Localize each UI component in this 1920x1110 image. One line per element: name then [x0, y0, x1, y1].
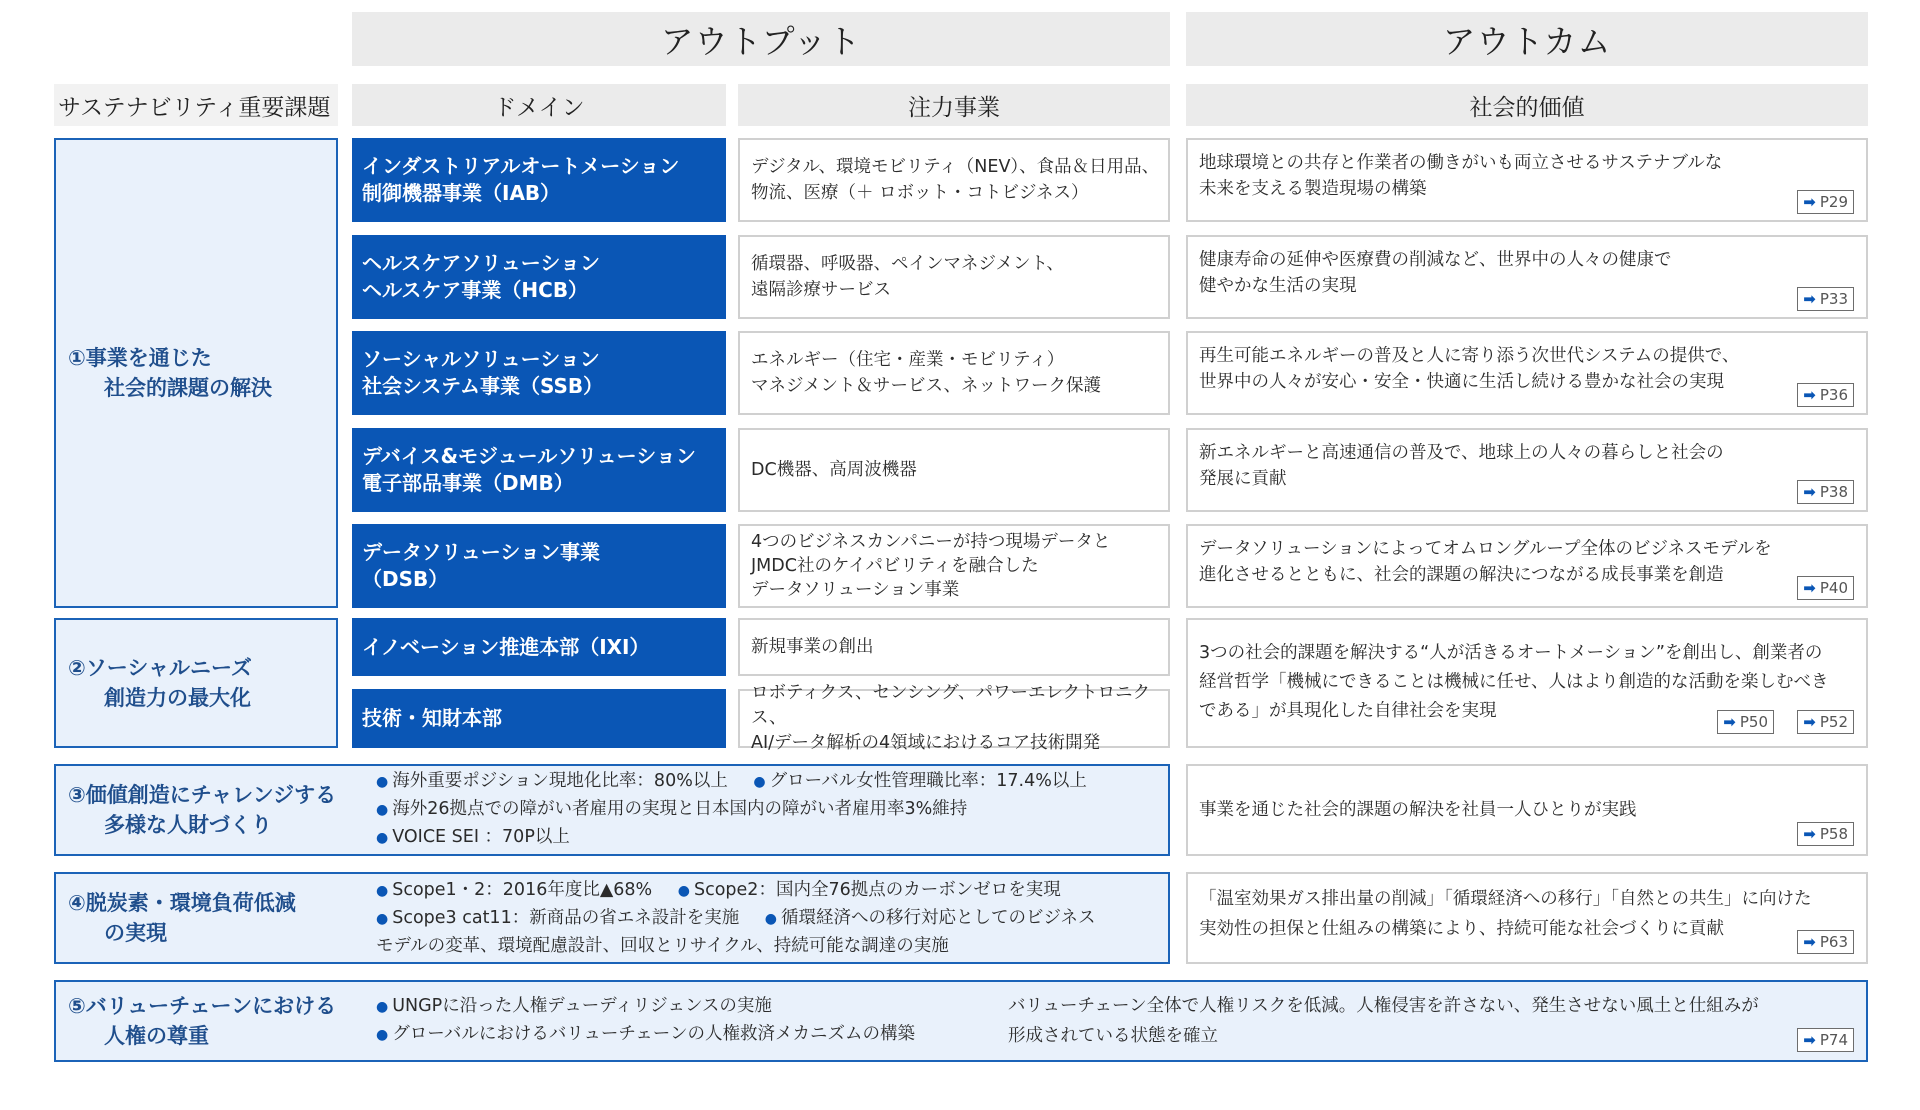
domain-iab-line1: インダストリアルオートメーション [362, 154, 680, 178]
focus-dsb-line2: JMDC社のケイパビリティを融合した [751, 556, 1039, 576]
arrow-right-icon: ➡ [1803, 933, 1816, 951]
issue-4-bullets: ● Scope1・2：2016年度比▲68% ● Scope2：国内全76拠点のカーボンゼロを実現 ● Scope3 cat11：新商品の省エネ設計を実施 ● 循環経済への移行対応としてのビジネス モデルの変革、環境配慮設計、回収とリサイクル、持続可能な調達の実施 [376, 877, 1095, 960]
value-column-header: 社会的価値 [1186, 84, 1868, 126]
bullet-icon: ● [677, 882, 690, 899]
focus-hcb [738, 235, 1170, 319]
issue-4-row [54, 872, 1170, 964]
value-dsb-line1: データソリューションによってオムロングループ全体のビジネスモデルを [1199, 539, 1772, 559]
value-people-text: 事業を通じた社会的課題の解決を社員一人ひとりが実践 [1199, 800, 1637, 820]
focus-iab-line2: 物流、医療（＋ ロボット・コトビジネス） [751, 183, 1089, 203]
page-ref-p33[interactable]: ➡ P33 [1797, 287, 1854, 311]
issues-column-header: サステナビリティ重要課題 [54, 84, 338, 126]
domain-dmb [352, 428, 726, 512]
page-ref-p52[interactable]: ➡ P52 [1797, 710, 1854, 734]
issue-4-line1: ④脱炭素・環境負荷低減 [68, 891, 296, 915]
outcome-header: アウトカム [1186, 12, 1868, 66]
issue-5-line1: ⑤バリューチェーンにおける [68, 994, 337, 1018]
domain-hcb-line1: ヘルスケアソリューション [362, 251, 600, 275]
arrow-right-icon: ➡ [1803, 579, 1816, 597]
value-dmb-line1: 新エネルギーと高速通信の普及で、地球上の人々の暮らしと社会の [1199, 443, 1724, 463]
value-ixi-line1: 3つの社会的課題を解決する“人が活きるオートメーション”を創出し、創業者の [1199, 643, 1823, 663]
bullet-icon: ● [376, 830, 389, 846]
output-header: アウトプット [352, 12, 1170, 66]
bullet-icon: ● [376, 774, 389, 790]
focus-dsb-line1: 4つのビジネスカンパニーが持つ現場データと [751, 532, 1111, 552]
domain-ixi [352, 618, 726, 676]
issue-5-row [54, 980, 1868, 1062]
issue-2-line2: 創造力の最大化 [104, 686, 251, 710]
value-ssb [1186, 331, 1868, 415]
value-hcb [1186, 235, 1868, 319]
issue-5-line2: 人権の尊重 [104, 1024, 209, 1048]
focus-dmb [738, 428, 1170, 512]
focus-dsb-line3: データソリューション事業 [751, 580, 960, 600]
domain-dsb-line1: データソリューション事業 [362, 540, 600, 564]
page-ref-p63[interactable]: ➡ P63 [1797, 930, 1854, 954]
value-environment-line2: 実効性の担保と仕組みの構築により、持続可能な社会づくりに貢献 [1199, 919, 1724, 939]
focus-hcb-line1: 循環器、呼吸器、ペインマネジメント、 [751, 254, 1064, 274]
value-ixi-line2: 経営哲学「機械にできることは機械に任せ、人はより創造的な活動を楽しむべき [1199, 672, 1829, 692]
focus-ssb-line2: マネジメント＆サービス、ネットワーク保護 [751, 376, 1101, 396]
domain-ssb-line2: 社会システム事業（SSB） [362, 374, 604, 398]
value-ssb-line1: 再生可能エネルギーの普及と人に寄り添う次世代システムの提供で、 [1199, 346, 1740, 366]
domain-hcb-line2: ヘルスケア事業（HCB） [362, 278, 589, 302]
issue-1-line2: 社会的課題の解決 [104, 376, 272, 400]
value-ixi-line3: である」が具現化した自律社会を実現 [1199, 701, 1497, 721]
arrow-right-icon: ➡ [1803, 712, 1816, 731]
domain-ssb [352, 331, 726, 415]
page-ref-p74[interactable]: ➡ P74 [1797, 1028, 1854, 1052]
focus-ixi-line1: 新規事業の創出 [751, 637, 874, 657]
issue-3-line2: 多様な人財づくり [104, 813, 272, 837]
arrow-right-icon: ➡ [1803, 1031, 1816, 1049]
value-environment [1186, 872, 1868, 964]
page-ref-p40[interactable]: ➡ P40 [1797, 576, 1854, 600]
value-hcb-line2: 健やかな生活の実現 [1199, 276, 1357, 296]
arrow-right-icon: ➡ [1723, 712, 1736, 731]
focus-ssb-line1: エネルギー（住宅・産業・モビリティ） [751, 350, 1065, 370]
focus-column-header: 注力事業 [738, 84, 1170, 126]
issue-4-line2: の実現 [104, 921, 167, 945]
focus-ixi [738, 618, 1170, 676]
value-dsb-line2: 進化させるとともに、社会的課題の解決につながる成長事業を創造 [1199, 565, 1724, 585]
bullet-icon: ● [753, 774, 766, 790]
issue-1 [54, 138, 338, 608]
bullet-icon: ● [376, 882, 389, 899]
issue-5-bullets: ● UNGPに沿った人権デューディリジェンスの実施 ● グローバルにおけるバリューチェーンの人権救済メカニズムの構築 [376, 996, 915, 1044]
bullet-icon: ● [376, 1027, 389, 1043]
value-environment-line1: 「温室効果ガス排出量の削減」「循環経済への移行」「自然との共生」に向けた [1199, 889, 1812, 909]
domain-dmb-line1: デバイス&モジュールソリューション [362, 444, 696, 468]
value-iab-line1: 地球環境との共存と作業者の働きがいも両立させるサステナブルな [1199, 153, 1723, 173]
bullet-icon: ● [376, 802, 389, 818]
page-ref-p58[interactable]: ➡ P58 [1797, 822, 1854, 846]
focus-tech-ip-line2: AI/データ解析の4領域におけるコア技術開発 [751, 733, 1101, 753]
value-iab-line2: 未来を支える製造現場の構築 [1199, 179, 1427, 199]
issue-1-line1: ①事業を通じた [68, 346, 212, 370]
issue-4-bullet-continuation: モデルの変革、環境配慮設計、回収とリサイクル、持続可能な調達の実施 [376, 935, 949, 956]
value-human-rights-line2: 形成されている状態を確立 [1008, 1026, 1218, 1046]
page-ref-p36[interactable]: ➡ P36 [1797, 383, 1854, 407]
bullet-icon: ● [376, 999, 389, 1015]
domain-dmb-line2: 電子部品事業（DMB） [362, 471, 574, 495]
domain-hcb [352, 235, 726, 319]
value-human-rights [1008, 991, 1759, 1051]
focus-dmb-line1: DC機器、高周波機器 [751, 460, 917, 480]
focus-ssb [738, 331, 1170, 415]
issue-3-line1: ③価値創造にチャレンジする [68, 783, 337, 807]
page-ref-p38[interactable]: ➡ P38 [1797, 480, 1854, 504]
value-dmb [1186, 428, 1868, 512]
focus-iab-line1: デジタル、環境モビリティ（NEV）、食品＆日用品、 [751, 157, 1160, 177]
value-people [1186, 764, 1868, 856]
arrow-right-icon: ➡ [1803, 193, 1816, 211]
arrow-right-icon: ➡ [1803, 825, 1816, 843]
domain-iab-line2: 制御機器事業（IAB） [362, 181, 561, 205]
domain-ixi-label: イノベーション推進本部（IXI） [362, 634, 650, 659]
domain-column-header: ドメイン [352, 84, 726, 126]
value-hcb-line1: 健康寿命の延伸や医療費の削減など、世界中の人々の健康で [1199, 250, 1672, 270]
issue-2-line1: ②ソーシャルニーズ [68, 656, 252, 680]
arrow-right-icon: ➡ [1803, 386, 1816, 404]
issue-3-bullets: ● 海外重要ポジション現地化比率：80%以上 ● グローバル女性管理職比率：17.4%以上 ● 海外26拠点での障がい者雇用の実現と日本国内の障がい者雇用率3%維持 ● VOICE SEI ：70P以上 [376, 771, 1087, 847]
focus-tech-ip [738, 683, 1170, 753]
value-dmb-line2: 発展に貢献 [1199, 469, 1287, 489]
bullet-icon: ● [376, 910, 389, 927]
page-ref-p29[interactable]: ➡ P29 [1797, 190, 1854, 214]
value-iab [1186, 138, 1868, 222]
arrow-right-icon: ➡ [1803, 483, 1816, 501]
value-ssb-line2: 世界中の人々が安心・安全・快適に生活し続ける豊かな社会の実現 [1199, 372, 1724, 392]
arrow-right-icon: ➡ [1803, 290, 1816, 308]
page-ref-p50[interactable]: ➡ P50 [1717, 710, 1774, 734]
domain-iab [352, 138, 726, 222]
focus-hcb-line2: 遠隔診療サービス [751, 280, 891, 300]
focus-dsb [738, 524, 1170, 608]
domain-tech-ip-label: 技術・知財本部 [362, 706, 502, 730]
domain-tech-ip [352, 689, 726, 748]
bullet-icon: ● [764, 910, 777, 927]
value-human-rights-line1: バリューチェーン全体で人権リスクを低減。人権侵害を許さない、発生させない風土と仕組みが [1008, 996, 1759, 1016]
focus-iab [738, 138, 1170, 222]
domain-ssb-line1: ソーシャルソリューション [362, 347, 600, 371]
domain-dsb-line2: （DSB） [362, 567, 449, 591]
value-ixi [1186, 618, 1868, 748]
issue-2 [54, 618, 338, 748]
focus-tech-ip-line1: ロボティクス、センシング、パワーエレクトロニクス、 [751, 683, 1151, 728]
value-dsb [1186, 524, 1868, 608]
domain-dsb [352, 524, 726, 608]
issue-3-row [54, 764, 1170, 856]
